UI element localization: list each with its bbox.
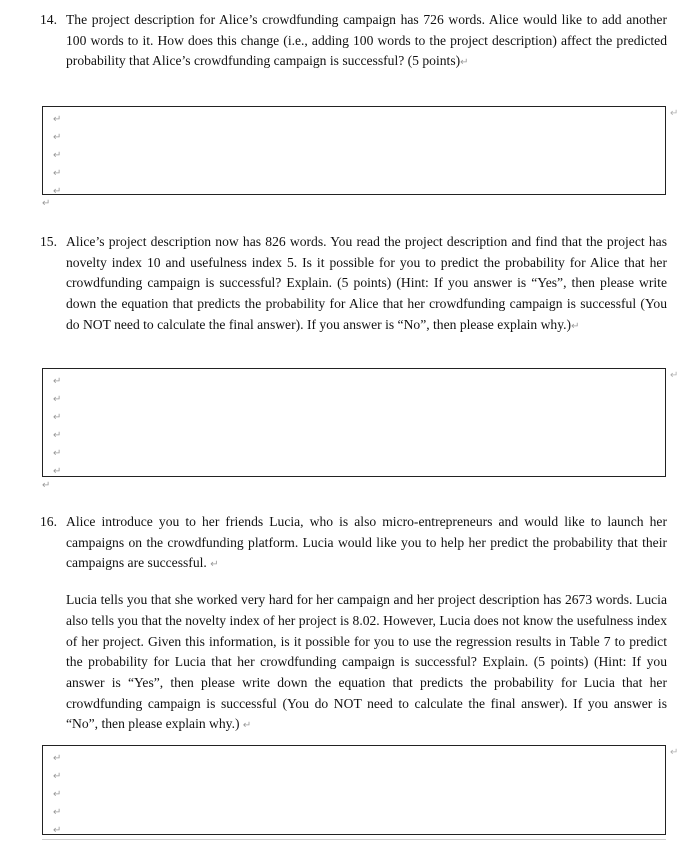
paragraph-mark-icon: ↵ xyxy=(53,753,62,764)
question-paragraph: Alice’s project description now has 826 words. You read the project description and find that the project has novelty index 10 and usefulness index 5. Is it possible for you to predict the probability for Alice that her crowdfunding campaign is successful? Explain. (5 points) (Hint: If you answer is “Yes”, then please write down the equation that predicts the probability for Alice that her crowdfunding campaign is successful (You do NOT need to calculate the final answer). If you answer is “No”, then please explain why.)↵ xyxy=(66,234,667,332)
paragraph-mark-icon: ↵ xyxy=(53,807,62,818)
question-text xyxy=(66,10,667,74)
end-of-row-mark-icon: ↵ xyxy=(670,370,679,381)
paragraph-mark-icon: ↵ xyxy=(53,448,62,459)
paragraph-mark-icon: ↵ xyxy=(460,57,469,69)
question-text xyxy=(66,512,667,737)
answer-box-14[interactable] xyxy=(42,106,666,195)
paragraph-mark-icon: ↵ xyxy=(53,789,62,800)
paragraph-mark-icon: ↵ xyxy=(53,186,62,197)
question-paragraph: The project description for Alice’s crowdfunding campaign has 726 words. Alice would like to add another 100 words to it. How does this change (i.e., adding 100 words to the project description) affect the predicted probability that Alice’s crowdfunding campaign is successful? (5 points)↵ xyxy=(66,12,667,69)
answer-box-16[interactable] xyxy=(42,745,666,835)
question-paragraph: Lucia tells you that she worked very hard for her campaign and her project description has 2673 words. Lucia also tells you that the novelty index of her project is 8.02. However, Lucia does not know the usefulness index of her project. Given this information, is it possible for you to use the regression results in Table 7 to predict the probability for Lucia that her crowdfunding campaign is successful? Explain. (5 points) (Hint: If you answer is “Yes”, then please write down the equation that predicts the probability for Lucia that her crowdfunding campaign is successful (You do NOT need to calculate the final answer). If you answer is “No”, then please explain why.) ↵ xyxy=(66,592,667,732)
question-number: 15. xyxy=(40,234,57,249)
page-divider xyxy=(42,839,666,840)
paragraph-mark-icon: ↵ xyxy=(53,150,62,161)
paragraph-mark-icon: ↵ xyxy=(53,114,62,125)
paragraph-mark-icon: ↵ xyxy=(53,771,62,782)
paragraph-mark-icon: ↵ xyxy=(53,412,62,423)
paragraph-mark-icon: ↵ xyxy=(53,132,62,143)
question-paragraph: Alice introduce you to her friends Lucia, who is also micro-entrepreneurs and would like to launch her campaigns on the crowdfunding platform. Lucia would like you to help her predict the probability that their campaigns are successful. ↵ xyxy=(66,514,667,571)
answer-box-marks xyxy=(53,750,61,840)
question-number: 16. xyxy=(40,514,57,529)
paragraph-mark-icon: ↵ xyxy=(53,394,62,405)
question-number: 14. xyxy=(40,12,57,27)
paragraph-mark-icon: ↵ xyxy=(242,720,252,732)
paragraph-mark-icon: ↵ xyxy=(53,376,62,387)
paragraph-mark-icon: ↵ xyxy=(53,168,62,179)
answer-box-marks xyxy=(53,111,61,201)
answer-box-marks xyxy=(53,373,61,481)
question-text xyxy=(66,232,667,338)
paragraph-mark-icon: ↵ xyxy=(42,480,51,491)
paragraph-mark-icon: ↵ xyxy=(53,430,62,441)
paragraph-mark-icon: ↵ xyxy=(571,320,580,332)
paragraph-mark-icon: ↵ xyxy=(42,198,51,209)
paragraph-mark-icon: ↵ xyxy=(210,559,219,571)
paragraph-mark-icon: ↵ xyxy=(53,825,62,836)
end-of-row-mark-icon: ↵ xyxy=(670,747,679,758)
answer-box-15[interactable] xyxy=(42,368,666,477)
end-of-row-mark-icon: ↵ xyxy=(670,108,679,119)
paragraph-mark-icon: ↵ xyxy=(53,466,62,477)
